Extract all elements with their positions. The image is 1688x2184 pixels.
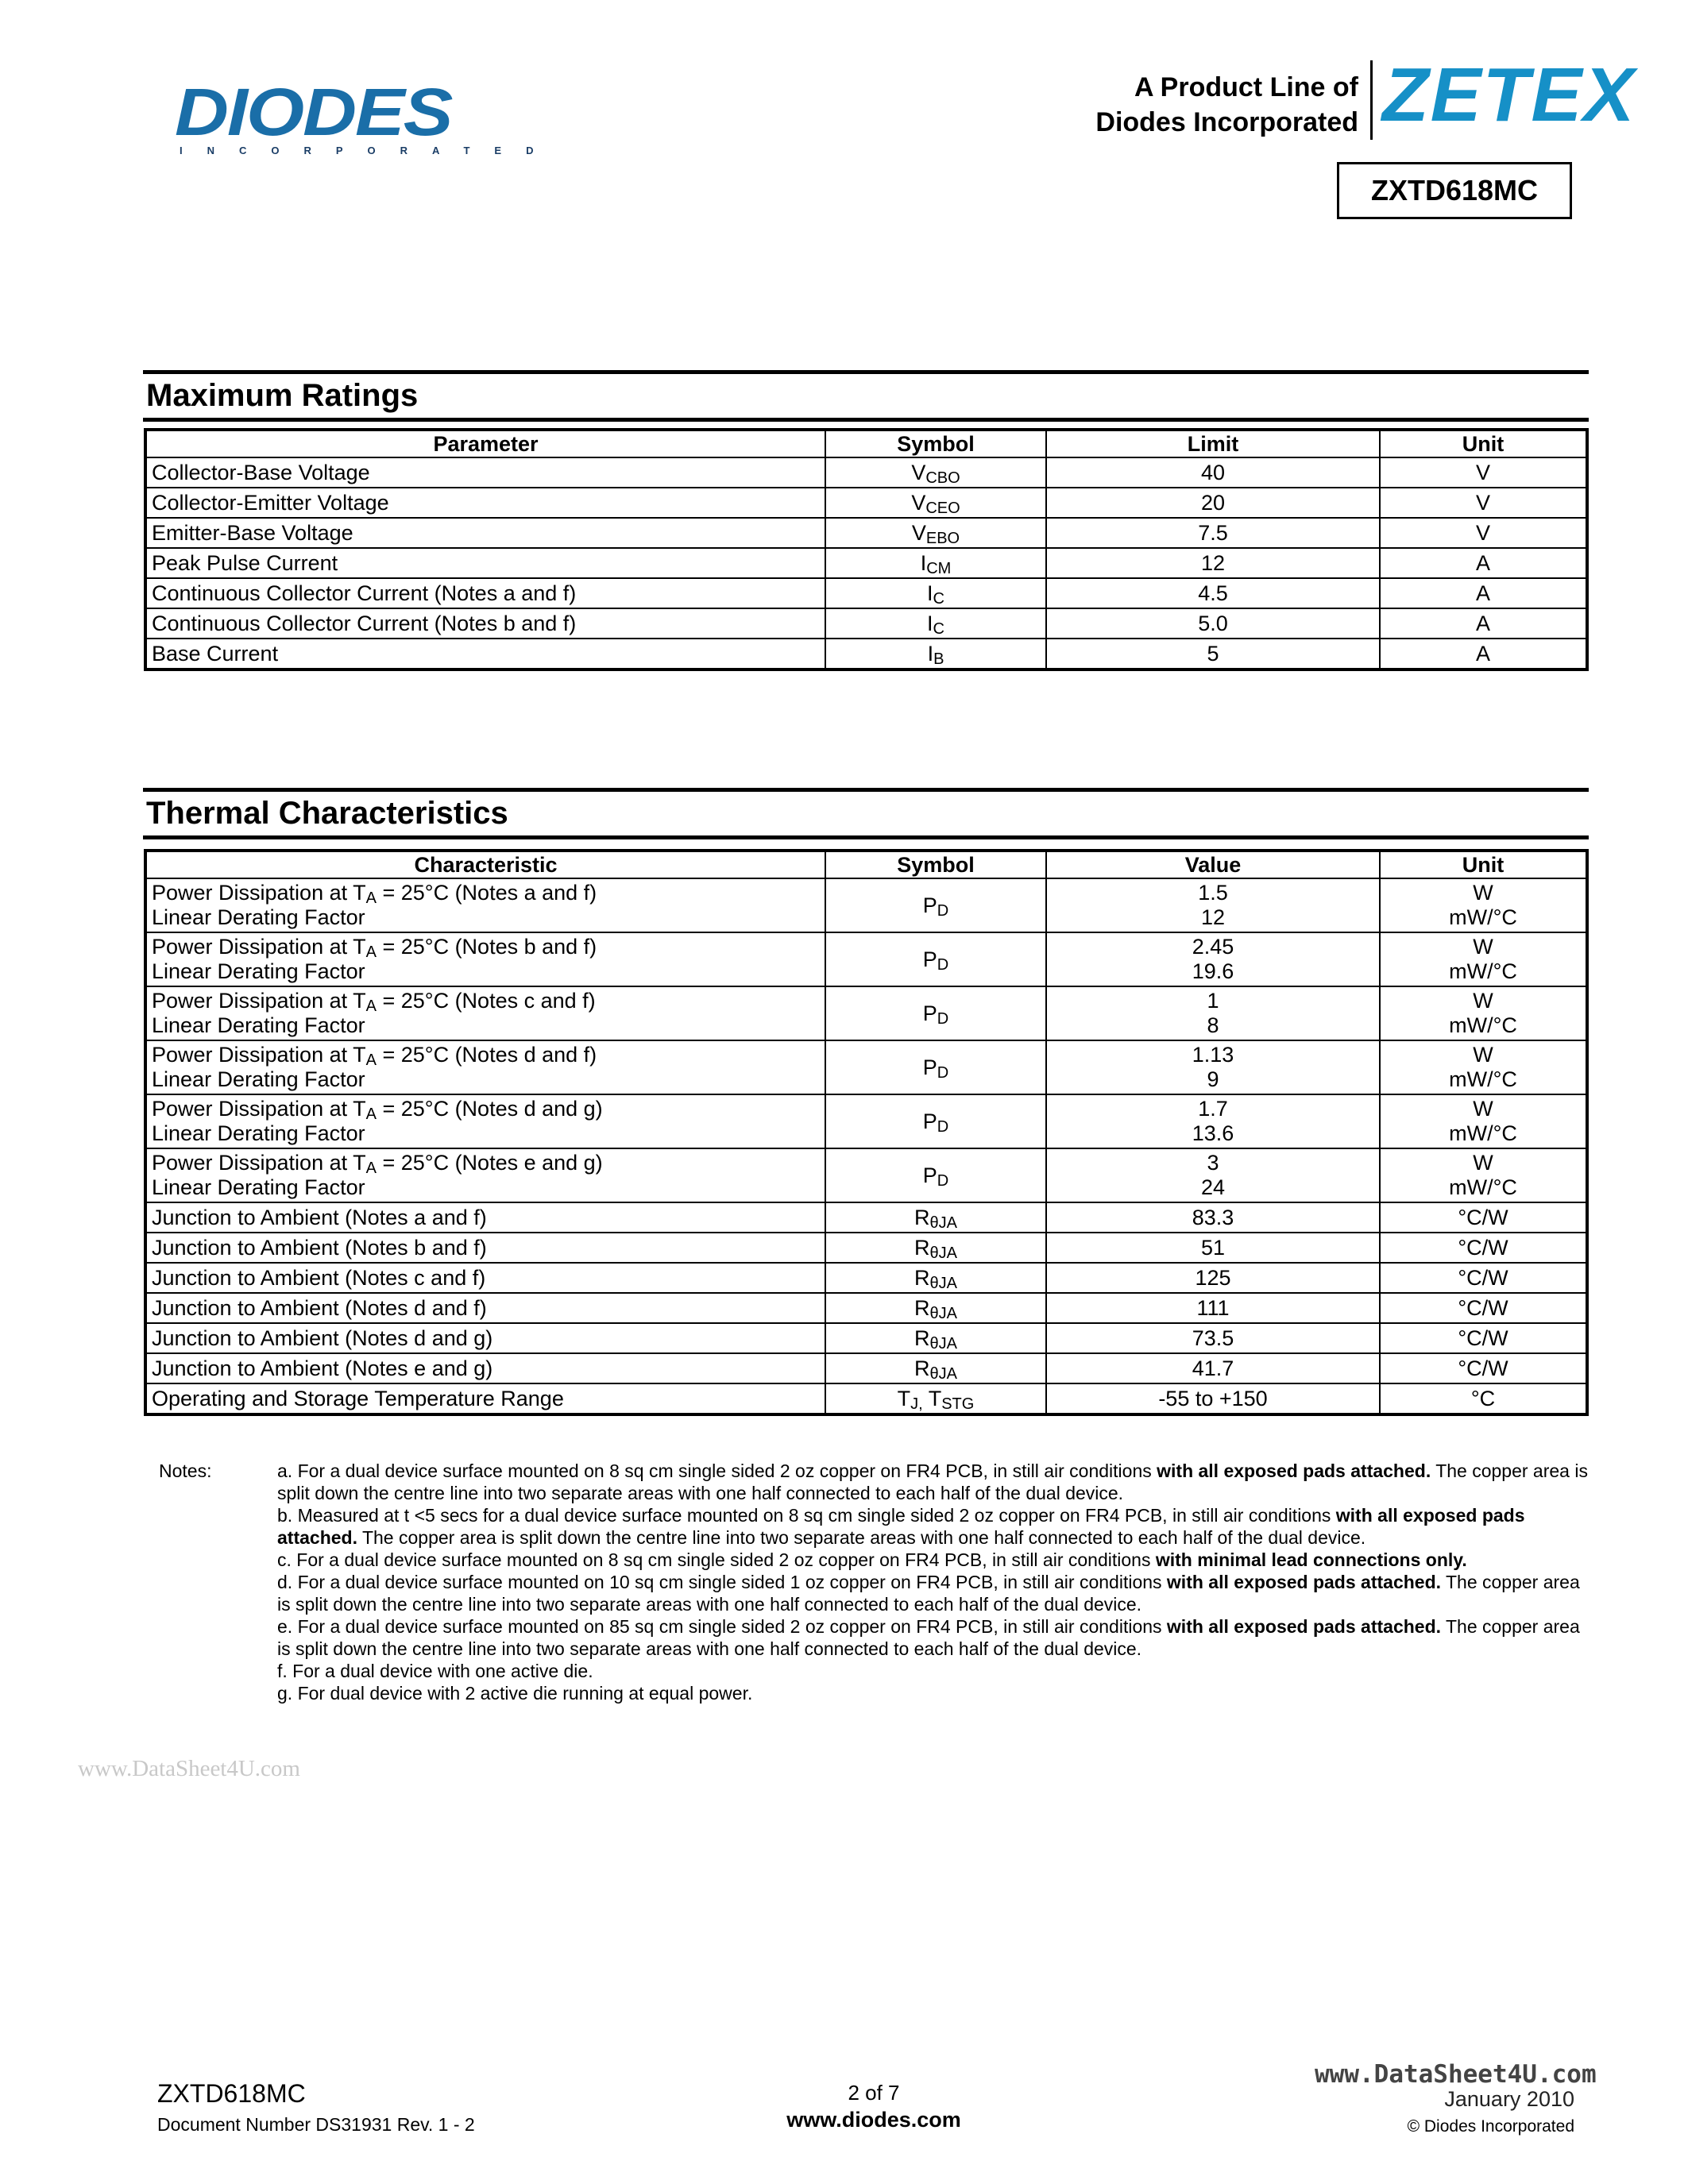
table-header: Parameter [145, 430, 825, 457]
value-line: 19.6 [1192, 959, 1234, 983]
note-text: d. For a dual device surface mounted on 10 sq cm single sided 1 oz copper on FR4 PCB, in still air conditions [277, 1572, 1167, 1592]
max-ratings-table [144, 428, 1589, 671]
note-text: a. For a dual device surface mounted on 8 sq cm single sided 2 oz copper on FR4 PCB, in still air conditions [277, 1461, 1157, 1481]
table-row [145, 1383, 1587, 1414]
symbol-cell [825, 608, 1046, 639]
footer-copyright: © Diodes Incorporated [1407, 2117, 1574, 2136]
watermark-text: www.DataSheet4U.com [78, 1756, 300, 1781]
limit-cell: 4.5 [1046, 578, 1380, 608]
value-cell [1046, 1094, 1380, 1148]
unit-line: mW/°C [1449, 959, 1517, 983]
note-bold: with all exposed pads attached. [1166, 1572, 1442, 1592]
unit-cell [1380, 1040, 1587, 1094]
pd-subscript: A [365, 1160, 377, 1177]
symbol-letter: I [927, 612, 933, 635]
value-line: 3 [1207, 1151, 1219, 1175]
unit-line: mW/°C [1449, 1067, 1517, 1091]
unit-line: W [1473, 989, 1493, 1013]
symbol-letter: P [922, 1055, 937, 1079]
unit-cell: A [1380, 578, 1587, 608]
table-row [145, 1353, 1587, 1383]
derating-label: Linear Derating Factor [152, 1121, 365, 1145]
value-line: 13.6 [1192, 1121, 1234, 1145]
symbol-subscript: STG [941, 1395, 975, 1413]
table-header: Limit [1046, 430, 1380, 457]
note-bold: with all exposed pads attached. [1166, 1616, 1442, 1637]
pd-notes: = 25°C (Notes c and f) [376, 989, 596, 1013]
value-line: 9 [1207, 1067, 1219, 1091]
table-row [145, 548, 1587, 578]
pd-notes: = 25°C (Notes d and g) [376, 1097, 603, 1121]
pd-line [152, 1043, 820, 1067]
pd-prefix: Power Dissipation at T [152, 1151, 366, 1175]
note-text: e. For a dual device surface mounted on 85 sq cm single sided 2 oz copper on FR4 PCB, in still air conditions [277, 1616, 1167, 1637]
pd-subscript: A [365, 1106, 377, 1123]
footer-page-number: 2 of 7 [848, 2081, 900, 2105]
characteristic-cell: Junction to Ambient (Notes c and f) [145, 1263, 825, 1293]
pd-line [152, 989, 820, 1013]
value-cell [1046, 1040, 1380, 1094]
pd-notes: = 25°C (Notes a and f) [376, 881, 597, 905]
unit-cell: A [1380, 639, 1587, 669]
pd-subscript: A [365, 1051, 377, 1069]
symbol-letter: I [920, 551, 927, 575]
symbol-subscript: D [937, 901, 949, 920]
symbol-subscript: J, [910, 1395, 923, 1413]
symbol-subscript: θJA [929, 1305, 957, 1322]
derating-label: Linear Derating Factor [152, 1013, 365, 1037]
limit-cell: 12 [1046, 548, 1380, 578]
symbol-letter: R [914, 1206, 930, 1229]
symbol-subscript: D [937, 1117, 949, 1136]
table-row [145, 1094, 1587, 1148]
pd-prefix: Power Dissipation at T [152, 881, 366, 905]
value-cell: 73.5 [1046, 1323, 1380, 1353]
unit-cell: A [1380, 608, 1587, 639]
table-row [145, 932, 1587, 986]
symbol-cell [825, 1233, 1046, 1263]
table-header: Symbol [825, 851, 1046, 878]
symbol-subscript: θJA [929, 1275, 957, 1292]
value-line: 8 [1207, 1013, 1219, 1037]
unit-cell: °C/W [1380, 1323, 1587, 1353]
table-row [145, 986, 1587, 1040]
symbol-cell [825, 548, 1046, 578]
symbol-cell [825, 578, 1046, 608]
table-row [145, 1040, 1587, 1094]
pd-line [152, 881, 820, 905]
notes-label: Notes: [159, 1461, 212, 1481]
note-text: The copper area is split down the centre line into two separate areas with one half connected to each half of the dual device. [357, 1527, 1366, 1548]
pd-prefix: Power Dissipation at T [152, 1043, 366, 1067]
characteristic-cell: Junction to Ambient (Notes e and g) [145, 1353, 825, 1383]
characteristic-cell [145, 1094, 825, 1148]
symbol-cell [825, 1323, 1046, 1353]
table-header: Unit [1380, 851, 1587, 878]
table-header: Characteristic [145, 851, 825, 878]
value-cell: 111 [1046, 1293, 1380, 1323]
symbol-subscript: θJA [929, 1214, 957, 1232]
pd-subscript: A [365, 889, 377, 907]
pd-notes: = 25°C (Notes d and f) [376, 1043, 597, 1067]
symbol-subscript: C [933, 590, 944, 608]
table-row [145, 1148, 1587, 1202]
unit-cell [1380, 986, 1587, 1040]
pd-prefix: Power Dissipation at T [152, 1097, 366, 1121]
value-line: 1.5 [1198, 881, 1228, 905]
unit-cell: °C/W [1380, 1353, 1587, 1383]
pd-line [152, 1097, 820, 1121]
symbol-cell [825, 1202, 1046, 1233]
diodes-logo-text: DIODES [175, 74, 452, 149]
note-bold: with all exposed pads attached. [277, 1505, 1525, 1548]
symbol-cell [825, 1293, 1046, 1323]
value-cell [1046, 932, 1380, 986]
value-cell: 41.7 [1046, 1353, 1380, 1383]
symbol-subscript: D [937, 1171, 949, 1190]
symbol-subscript: D [937, 1063, 949, 1082]
derating-label: Linear Derating Factor [152, 1067, 365, 1091]
footer-document-number: Document Number DS31931 Rev. 1 - 2 [157, 2114, 475, 2135]
characteristic-cell [145, 986, 825, 1040]
table-row [145, 1202, 1587, 1233]
value-line: 12 [1200, 905, 1226, 929]
unit-cell: V [1380, 488, 1587, 518]
product-line-1: A Product Line of [1134, 72, 1358, 102]
table-row [145, 1323, 1587, 1353]
note-a [277, 1460, 1588, 1504]
notes-list [277, 1460, 1588, 1704]
parameter-cell: Base Current [145, 639, 825, 669]
symbol-cell [825, 1353, 1046, 1383]
parameter-cell: Peak Pulse Current [145, 548, 825, 578]
limit-cell: 40 [1046, 457, 1380, 488]
value-cell [1046, 986, 1380, 1040]
header-divider [1370, 60, 1373, 140]
characteristic-cell: Junction to Ambient (Notes d and g) [145, 1323, 825, 1353]
unit-cell: °C/W [1380, 1202, 1587, 1233]
symbol-subscript: B [933, 650, 944, 668]
symbol-letter: R [914, 1326, 930, 1350]
note-b [277, 1504, 1588, 1549]
symbol-letter: P [922, 1109, 937, 1133]
symbol-cell [825, 518, 1046, 548]
derating-label: Linear Derating Factor [152, 1175, 365, 1199]
table-row [145, 878, 1587, 932]
symbol-cell [825, 878, 1046, 932]
value-line: 24 [1200, 1175, 1226, 1199]
symbol-letter: R [914, 1266, 930, 1290]
diodes-logo [175, 74, 558, 156]
footer-website-link[interactable]: www.diodes.com [786, 2108, 961, 2132]
symbol-cell [825, 1383, 1046, 1414]
pd-subscript: A [365, 997, 377, 1015]
value-cell [1046, 1148, 1380, 1202]
symbol-letter: V [911, 461, 926, 484]
note-bold: with minimal lead connections only. [1155, 1549, 1467, 1570]
note-text: The copper area is split down the centre line into two separate areas with one half connected to each half of the dual device. [277, 1616, 1580, 1659]
symbol-letter: R [914, 1296, 930, 1320]
value-cell: -55 to +150 [1046, 1383, 1380, 1414]
symbol-subscript: D [937, 1009, 949, 1028]
parameter-cell: Continuous Collector Current (Notes b and f) [145, 608, 825, 639]
symbol-subscript: EBO [925, 530, 960, 547]
symbol-letter: R [914, 1236, 930, 1260]
unit-line: W [1473, 881, 1493, 905]
diodes-logo-subtext: INCORPORATED [180, 145, 558, 156]
table-row [145, 1233, 1587, 1263]
symbol-subscript: CBO [925, 469, 960, 487]
pd-notes: = 25°C (Notes e and g) [376, 1151, 603, 1175]
symbol-letter: P [922, 947, 937, 971]
symbol-letter: V [911, 491, 926, 515]
unit-cell: A [1380, 548, 1587, 578]
symbol-letter: T [922, 1387, 942, 1410]
symbol-letter: P [922, 1163, 937, 1187]
pd-subscript: A [365, 943, 377, 961]
symbol-subscript: C [933, 620, 944, 638]
symbol-letter: P [922, 893, 937, 917]
note-g: g. For dual device with 2 active die running at equal power. [277, 1683, 753, 1704]
table-header: Value [1046, 851, 1380, 878]
unit-line: W [1473, 1043, 1493, 1067]
parameter-cell: Emitter-Base Voltage [145, 518, 825, 548]
symbol-cell [825, 1148, 1046, 1202]
note-text: b. Measured at t <5 secs for a dual device surface mounted on 8 sq cm single sided 2 oz copper on FR4 PCB, in still air conditions [277, 1505, 1336, 1526]
parameter-cell: Continuous Collector Current (Notes a and f) [145, 578, 825, 608]
section-rule-bottom [143, 418, 1589, 422]
unit-cell: V [1380, 518, 1587, 548]
part-number-box: ZXTD618MC [1337, 162, 1572, 219]
symbol-letter: I [927, 581, 933, 605]
unit-cell [1380, 1148, 1587, 1202]
symbol-subscript: D [937, 955, 949, 974]
pd-prefix: Power Dissipation at T [152, 989, 366, 1013]
symbol-cell [825, 932, 1046, 986]
symbol-subscript: CEO [925, 500, 960, 517]
unit-cell: °C [1380, 1383, 1587, 1414]
unit-cell: °C/W [1380, 1263, 1587, 1293]
note-e [277, 1615, 1588, 1660]
unit-cell [1380, 878, 1587, 932]
limit-cell: 20 [1046, 488, 1380, 518]
value-line: 1.7 [1198, 1097, 1228, 1121]
symbol-letter: V [911, 521, 926, 545]
footer-part-number: ZXTD618MC [157, 2079, 306, 2108]
derating-label: Linear Derating Factor [152, 959, 365, 983]
characteristic-cell: Junction to Ambient (Notes d and f) [145, 1293, 825, 1323]
note-c [277, 1549, 1588, 1571]
section-title-max-ratings: Maximum Ratings [146, 378, 419, 413]
table-header: Unit [1380, 430, 1587, 457]
symbol-letter: P [922, 1001, 937, 1025]
table-row [145, 608, 1587, 639]
symbol-cell [825, 1263, 1046, 1293]
symbol-cell [825, 986, 1046, 1040]
footer-date: January 2010 [1444, 2087, 1574, 2111]
symbol-subscript: CM [926, 560, 952, 577]
symbol-cell [825, 1040, 1046, 1094]
characteristic-cell [145, 1148, 825, 1202]
limit-cell: 5.0 [1046, 608, 1380, 639]
note-text: The copper area is split down the centre line into two separate areas with one half connected to each half of the dual device. [277, 1461, 1588, 1503]
product-line-2: Diodes Incorporated [1095, 107, 1358, 137]
pd-notes: = 25°C (Notes b and f) [376, 935, 597, 959]
table-header: Symbol [825, 430, 1046, 457]
value-cell: 125 [1046, 1263, 1380, 1293]
value-cell: 83.3 [1046, 1202, 1380, 1233]
limit-cell: 5 [1046, 639, 1380, 669]
symbol-subscript: θJA [929, 1335, 957, 1352]
table-row [145, 1263, 1587, 1293]
section-rule-bottom [143, 835, 1589, 839]
symbol-subscript: θJA [929, 1244, 957, 1262]
characteristic-cell: Junction to Ambient (Notes a and f) [145, 1202, 825, 1233]
table-row [145, 457, 1587, 488]
pd-line [152, 935, 820, 959]
unit-line: W [1473, 1097, 1493, 1121]
section-rule-top [143, 788, 1589, 792]
symbol-letter: R [914, 1356, 930, 1380]
section-title-thermal: Thermal Characteristics [146, 796, 508, 831]
note-f: f. For a dual device with one active die. [277, 1661, 593, 1681]
table-row [145, 639, 1587, 669]
note-text: The copper area is split down the centre line into two separate areas with one half connected to each half of the dual device. [277, 1572, 1580, 1615]
value-cell: 51 [1046, 1233, 1380, 1263]
symbol-cell [825, 457, 1046, 488]
value-line: 2.45 [1192, 935, 1234, 959]
unit-line: mW/°C [1449, 1175, 1517, 1199]
characteristic-cell [145, 878, 825, 932]
note-bold: with all exposed pads attached. [1157, 1461, 1431, 1481]
symbol-cell [825, 1094, 1046, 1148]
product-line-text [1095, 70, 1358, 140]
characteristic-cell [145, 1040, 825, 1094]
parameter-cell: Collector-Emitter Voltage [145, 488, 825, 518]
symbol-letter: T [897, 1387, 911, 1410]
value-line: 1 [1207, 989, 1219, 1013]
unit-cell: °C/W [1380, 1233, 1587, 1263]
footer-watermark: www.DataSheet4U.com [1315, 2060, 1597, 2089]
characteristic-cell [145, 932, 825, 986]
note-d [277, 1571, 1588, 1615]
parameter-cell: Collector-Base Voltage [145, 457, 825, 488]
unit-cell [1380, 1094, 1587, 1148]
unit-line: W [1473, 935, 1493, 959]
table-row [145, 518, 1587, 548]
thermal-table [144, 849, 1589, 1416]
unit-line: mW/°C [1449, 1013, 1517, 1037]
symbol-letter: I [927, 642, 934, 666]
value-cell [1046, 878, 1380, 932]
unit-cell: V [1380, 457, 1587, 488]
value-line: 1.13 [1192, 1043, 1234, 1067]
unit-cell: °C/W [1380, 1293, 1587, 1323]
characteristic-cell: Operating and Storage Temperature Range [145, 1383, 825, 1414]
symbol-cell [825, 639, 1046, 669]
section-rule-top [143, 370, 1589, 374]
symbol-subscript: θJA [929, 1365, 957, 1383]
zetex-logo: ZETEX [1382, 52, 1636, 137]
unit-cell [1380, 932, 1587, 986]
pd-prefix: Power Dissipation at T [152, 935, 366, 959]
pd-line [152, 1151, 820, 1175]
table-row [145, 1293, 1587, 1323]
table-row [145, 578, 1587, 608]
note-text: c. For a dual device surface mounted on 8 sq cm single sided 2 oz copper on FR4 PCB, in still air conditions [277, 1549, 1156, 1570]
table-row [145, 488, 1587, 518]
characteristic-cell: Junction to Ambient (Notes b and f) [145, 1233, 825, 1263]
unit-line: W [1473, 1151, 1493, 1175]
symbol-cell [825, 488, 1046, 518]
limit-cell: 7.5 [1046, 518, 1380, 548]
unit-line: mW/°C [1449, 905, 1517, 929]
derating-label: Linear Derating Factor [152, 905, 365, 929]
unit-line: mW/°C [1449, 1121, 1517, 1145]
